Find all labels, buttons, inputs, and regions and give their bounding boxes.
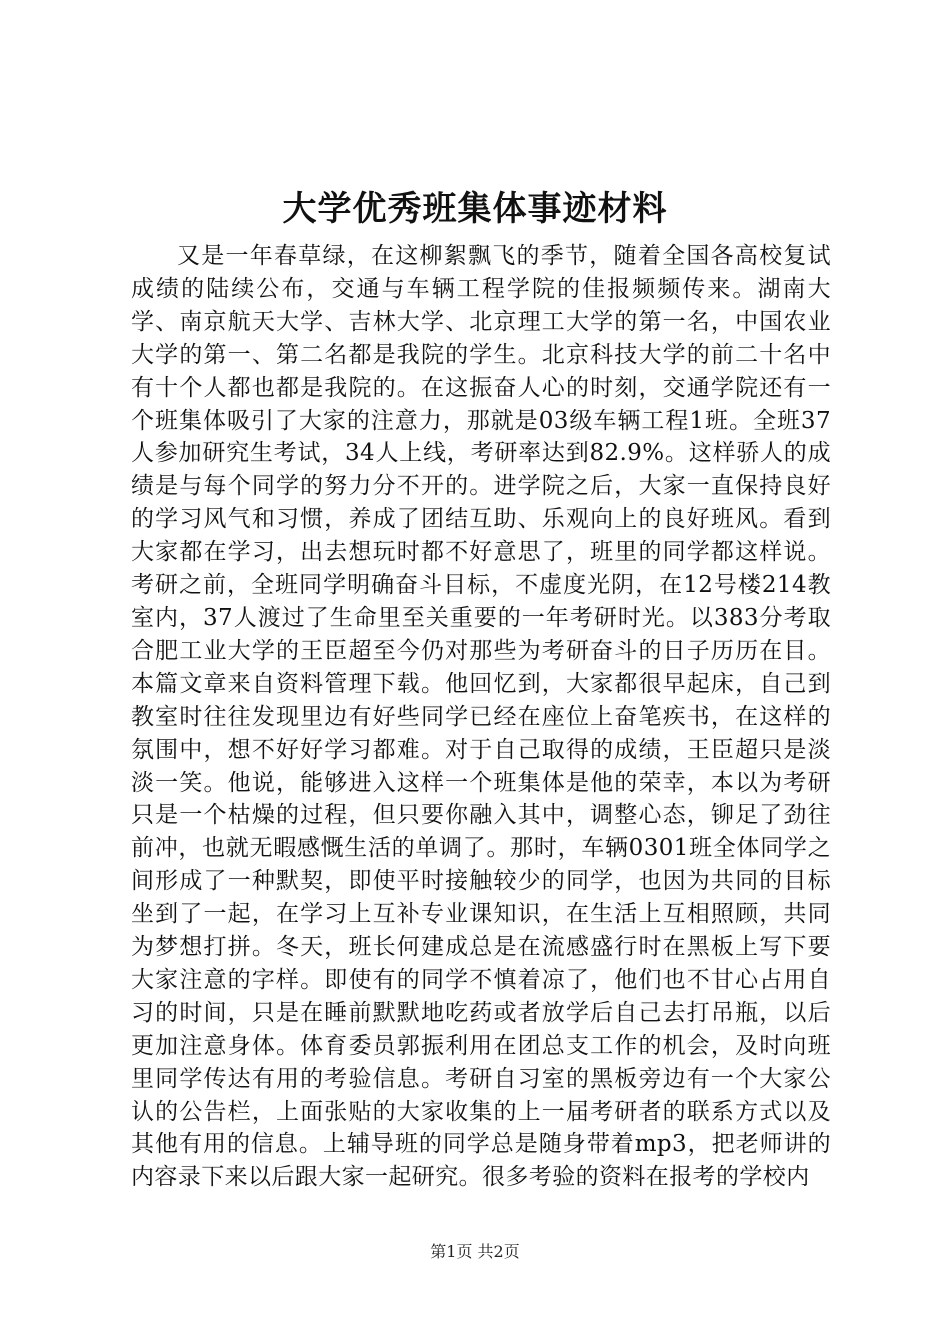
page-footer: 第1页 共2页 (430, 1242, 520, 1261)
document-title: 大学优秀班集体事迹材料 (282, 189, 668, 229)
document-body-paragraph: 又是一年春草绿，在这柳絮飘飞的季节，随着全国各高校复试成绩的陆续公布，交通与车辆工程学院的佳报频频传来。湖南大学、南京航天大学、吉林大学、北京理工大学的第一名，中国农业大学的第一、第二名都是我院的学生。北京科技大学的前二十名中有十个人都也都是我院的。在这振奋人心的时刻，交通学院还有一个班集体吸引了大家的注意力，那就是03级车辆工程1班。全班37人参加研究生考试，34人上线，考研率达到82.9%。这样骄人的成绩是与每个同学的努力分不开的。进学院之后，大家一直保持良好的学习风气和习惯，养成了团结互助、乐观向上的良好班风。看到大家都在学习，出去想玩时都不好意思了，班里的同学都这样说。考研之前，全班同学明确奋斗目标，不虚度光阴，在12号楼214教室内，37人渡过了生命里至关重要的一年考研时光。以383分考取合肥工业大学的王臣超至今仍对那些为考研奋斗的日子历历在目。本篇文章来自资料管理下载。他回忆到，大家都很早起床，自己到教室时往往发现里边有好些同学已经在座位上奋笔疾书，在这样的氛围中，想不好好学习都难。对于自己取得的成绩，王臣超只是淡淡一笑。他说，能够进入这样一个班集体是他的荣幸，本以为考研只是一个枯燥的过程，但只要你融入其中，调整心态，铆足了劲往前冲，也就无暇感慨生活的单调了。那时，车辆0301班全体同学之间形成了一种默契，即使平时接触较少的同学，也因为共同的目标坐到了一起，在学习上互补专业课知识，在生活上互相照顾，共同为梦想打拼。冬天，班长何建成总是在流感盛行时在黑板上写下要大家注意的字样。即使有的同学不慎着凉了，他们也不甘心占用自习的时间，只是在睡前默默地吃药或者放学后自己去打吊瓶，以后更加注意身体。体育委员郭振利用在团总支工作的机会，及时向班里同学传达有用的考验信息。考研自习室的黑板旁边有一个大家公认的公告栏，上面张贴的大家收集的上一届考研者的联系方式以及其他有用的信息。上辅导班的同学总是随身带着mp3，把老师讲的内容录下来以后跟大家一起研究。很多考验的资料在报考的学校内 (131, 243, 831, 1191)
